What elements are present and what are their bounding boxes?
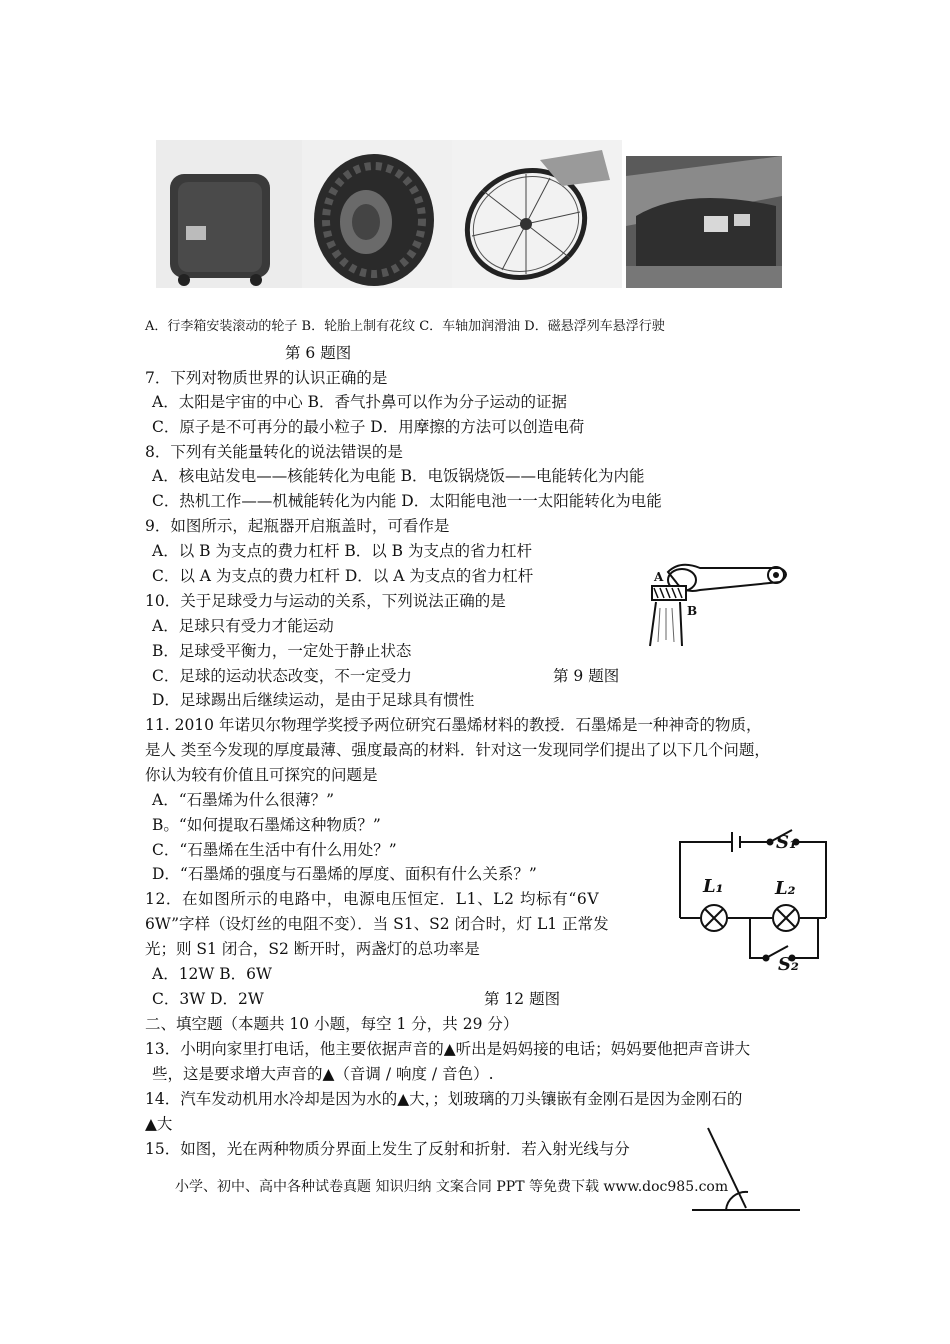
q12-options-ab: A．12W B．6W — [152, 965, 272, 983]
q11-line3: 你认为较有价值且可探究的问题是 — [145, 766, 378, 784]
section-2-heading: 二、填空题（本题共 10 小题，每空 1 分，共 29 分） — [145, 1015, 519, 1033]
q13-line2: 些，这是要求增大声音的▲（音调 / 响度 / 音色）. — [152, 1065, 494, 1083]
bottle-opener-diagram — [640, 560, 800, 650]
q7-options-ab: A．太阳是宇宙的中心 B．香气扑鼻可以作为分子运动的证据 — [152, 393, 568, 411]
q9-options-ab: A．以 B 为支点的费力杠杆 B．以 B 为支点的省力杠杆 — [152, 542, 533, 560]
q11-option-c: C．“石墨烯在生活中有什么用处？” — [152, 841, 397, 859]
q12-line1: 12．在如图所示的电路中，电源电压恒定．L1、L2 均标有“6V — [145, 890, 600, 908]
q10-option-c: C．足球的运动状态改变，不一定受力 — [152, 667, 412, 685]
circuit-label-l2: L₂ — [775, 878, 796, 899]
q12-line3: 光；则 S1 闭合，S2 断开时，两盏灯的总功率是 — [145, 940, 480, 958]
q14-line1: 14．汽车发动机用水冷却是因为水的▲大，；划玻璃的刀头镶嵌有金刚石是因为金刚石的 — [145, 1090, 743, 1108]
q9-caption: 第 9 题图 — [553, 667, 620, 685]
q8-options-ab: A．核电站发电——核能转化为电能 B．电饭锅烧饭——电能转化为内能 — [152, 467, 645, 485]
q9-stem: 9．如图所示，起瓶器开启瓶盖时，可看作是 — [145, 517, 450, 535]
q10-option-b: B．足球受平衡力，一定处于静止状态 — [152, 642, 412, 660]
q10-stem: 10．关于足球受力与运动的关系，下列说法正确的是 — [145, 592, 506, 610]
circuit-label-s1: S₁ — [776, 832, 797, 853]
q7-options-cd: C．原子是不可再分的最小粒子 D．用摩擦的方法可以创造电荷 — [152, 418, 585, 436]
q12-options-cd: C．3W D．2W — [152, 990, 264, 1008]
circuit-label-s2: S₂ — [778, 954, 799, 975]
bicycle-wheel-photo — [452, 140, 622, 288]
q11-option-d: D．“石墨烯的强度与石墨烯的厚度、面积有什么关系？” — [152, 865, 537, 883]
circuit-diagram — [672, 822, 832, 978]
maglev-train-photo — [626, 156, 782, 288]
q9-options-cd: C．以 A 为支点的费力杠杆 D．以 A 为支点的省力杠杆 — [152, 567, 534, 585]
q9-label-b: B — [687, 604, 698, 618]
q13-line1: 13．小明向家里打电话，他主要依据声音的▲听出是妈妈接的电话；妈妈要他把声音讲大 — [145, 1040, 751, 1058]
tire-photo — [302, 140, 452, 288]
luggage-photo — [156, 140, 302, 288]
circuit-label-l1: L₁ — [703, 876, 724, 897]
q11-option-b: B。“如何提取石墨烯这种物质？” — [152, 816, 381, 834]
q15-line1: 15．如图，光在两种物质分界面上发生了反射和折射．若入射光线与分 — [145, 1140, 630, 1158]
q10-option-a: A．足球只有受力才能运动 — [152, 617, 334, 635]
q6-caption: 第 6 题图 — [285, 344, 352, 362]
q6-options: A．行李箱安装滚动的轮子 B．轮胎上制有花纹 C．车轴加润滑油 D．磁悬浮列车悬浮行驶 — [145, 319, 665, 334]
q11-line2: 是人 类至今发现的厚度最薄、强度最高的材料．针对这一发现同学们提出了以下几个问题， — [145, 741, 770, 759]
light-refraction-diagram — [690, 1126, 810, 1216]
q14-line2: ▲大 — [145, 1115, 173, 1133]
q12-caption: 第 12 题图 — [484, 990, 561, 1008]
q8-options-cd: C．热机工作——机械能转化为内能 D．太阳能电池一一太阳能转化为电能 — [152, 492, 662, 510]
footer-text: 小学、初中、高中各种试卷真题 知识归纳 文案合同 PPT 等免费下载 www.doc985.com — [175, 1179, 729, 1195]
q11-line1: 11. 2010 年诺贝尔物理学奖授予两位研究石墨烯材料的教授．石墨烯是一种神奇的物质， — [145, 716, 762, 734]
q9-label-a: A — [654, 570, 664, 584]
q7-stem: 7．下列对物质世界的认识正确的是 — [145, 369, 388, 387]
q11-option-a: A．“石墨烯为什么很薄？” — [152, 791, 335, 809]
q12-line2: 6W”字样（设灯丝的电阻不变）．当 S1、S2 闭合时，灯 L1 正常发 — [145, 915, 609, 933]
q10-option-d: D．足球踢出后继续运动，是由于足球具有惯性 — [152, 691, 475, 709]
q8-stem: 8．下列有关能量转化的说法错误的是 — [145, 443, 403, 461]
